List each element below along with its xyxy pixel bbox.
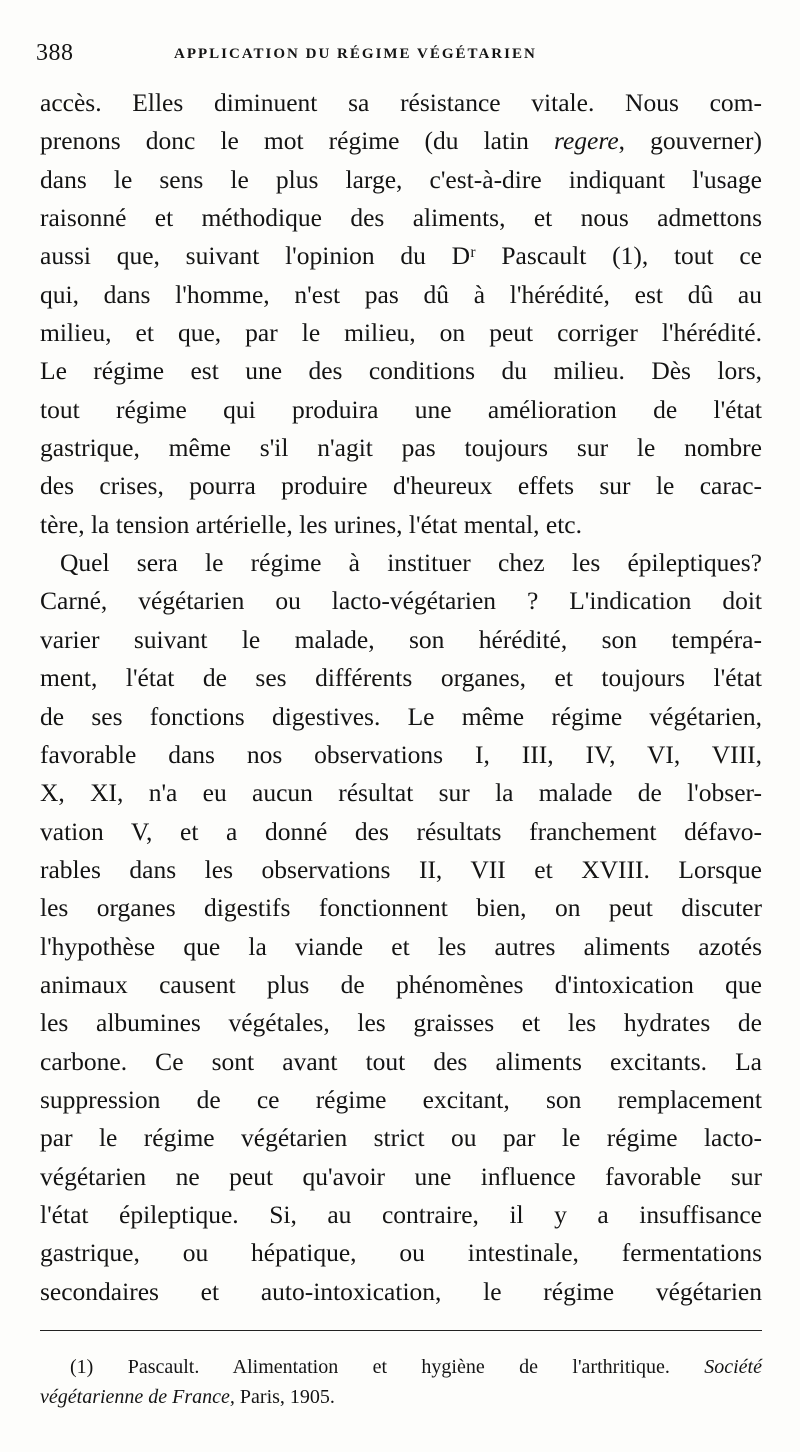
body-line: rables dans les observations II, VII et XVIII. Lorsque (40, 854, 762, 884)
body-line: végétarien ne peut qu'avoir une influence favorable sur (40, 1161, 762, 1191)
body-line: les organes digestifs fonctionnent bien, on peut discuter (40, 893, 762, 923)
body-line: vation V, et a donné des résultats franchement défavo- (40, 816, 762, 846)
body-line: varier suivant le malade, son hérédité, son tempéra- (40, 624, 762, 654)
body-line: gastrique, même s'il n'agit pas toujours sur le nombre (40, 433, 762, 463)
footnote-citation-italic: Société (704, 1356, 762, 1378)
body-line: de ses fonctions digestives. Le même régime végétarien, (40, 701, 762, 731)
body-line: l'hypothèse que la viande et les autres aliments azotés (40, 931, 762, 961)
body-line: carbone. Ce sont avant tout des aliments excitants. La (40, 1046, 762, 1076)
body-line: gastrique, ou hépatique, ou intestinale, fermentations (40, 1238, 762, 1268)
page-number: 388 (36, 40, 74, 66)
body-line: milieu, et que, par le milieu, on peut corriger l'hérédité. (40, 318, 762, 348)
footnote (40, 1352, 762, 1412)
body-text (40, 84, 762, 1311)
body-line: suppression de ce régime excitant, son remplacement (40, 1084, 762, 1114)
body-line: l'état épileptique. Si, au contraire, il y a insuffisance (40, 1199, 762, 1229)
footnote-line-2 (40, 1382, 762, 1412)
body-line: des crises, pourra produire d'heureux effets sur le carac- (40, 471, 762, 501)
footnote-citation-text: (1) Pascault. Alimentation et hygiène de l'arthritique. (70, 1356, 670, 1378)
footnote-rule (40, 1330, 762, 1331)
body-line: prenons donc le mot régime (du latin regere, gouverner) (40, 126, 762, 156)
body-line: accès. Elles diminuent sa résistance vitale. Nous com- (40, 88, 762, 117)
body-line-paragraph-start: Quel sera le régime à instituer chez les épileptiques? (60, 548, 762, 578)
body-line: raisonné et méthodique des aliments, et nous admettons (40, 203, 762, 233)
body-line: animaux causent plus de phénomènes d'intoxication que (40, 969, 762, 999)
body-line: dans le sens le plus large, c'est-à-dire indiquant l'usage (40, 164, 762, 194)
body-line: par le régime végétarien strict ou par le régime lacto- (40, 1123, 762, 1153)
latin-term: regere (554, 126, 619, 156)
body-line: favorable dans nos observations I, III, IV, VI, VIII, (40, 739, 762, 769)
running-title: APPLICATION DU RÉGIME VÉGÉTARIEN (174, 46, 537, 62)
footnote-line-1 (40, 1352, 762, 1382)
body-line: tère, la tension artérielle, les urines, l'état mental, etc. (40, 509, 582, 539)
running-head (36, 40, 760, 72)
body-line: Le régime est une des conditions du milieu. Dès lors, (40, 356, 762, 386)
body-line: les albumines végétales, les graisses et les hydrates de (40, 1008, 762, 1038)
body-line: tout régime qui produira une amélioration de l'état (40, 394, 762, 424)
footnote-citation-italic: végétarienne de France, (40, 1386, 235, 1408)
body-line: ment, l'état de ses différents organes, et toujours l'état (40, 663, 762, 693)
body-line: secondaires et auto-intoxication, le régime végétarien (40, 1276, 762, 1306)
body-line: Carné, végétarien ou lacto-végétarien ? L'indication doit (40, 586, 762, 616)
body-line: qui, dans l'homme, n'est pas dû à l'hérédité, est dû au (40, 279, 762, 309)
footnote-citation-text: Paris, 1905. (239, 1386, 335, 1408)
body-line: aussi que, suivant l'opinion du Dʳ Pascault (1), tout ce (40, 241, 762, 271)
body-line: X, XI, n'a eu aucun résultat sur la malade de l'obser- (40, 778, 762, 808)
